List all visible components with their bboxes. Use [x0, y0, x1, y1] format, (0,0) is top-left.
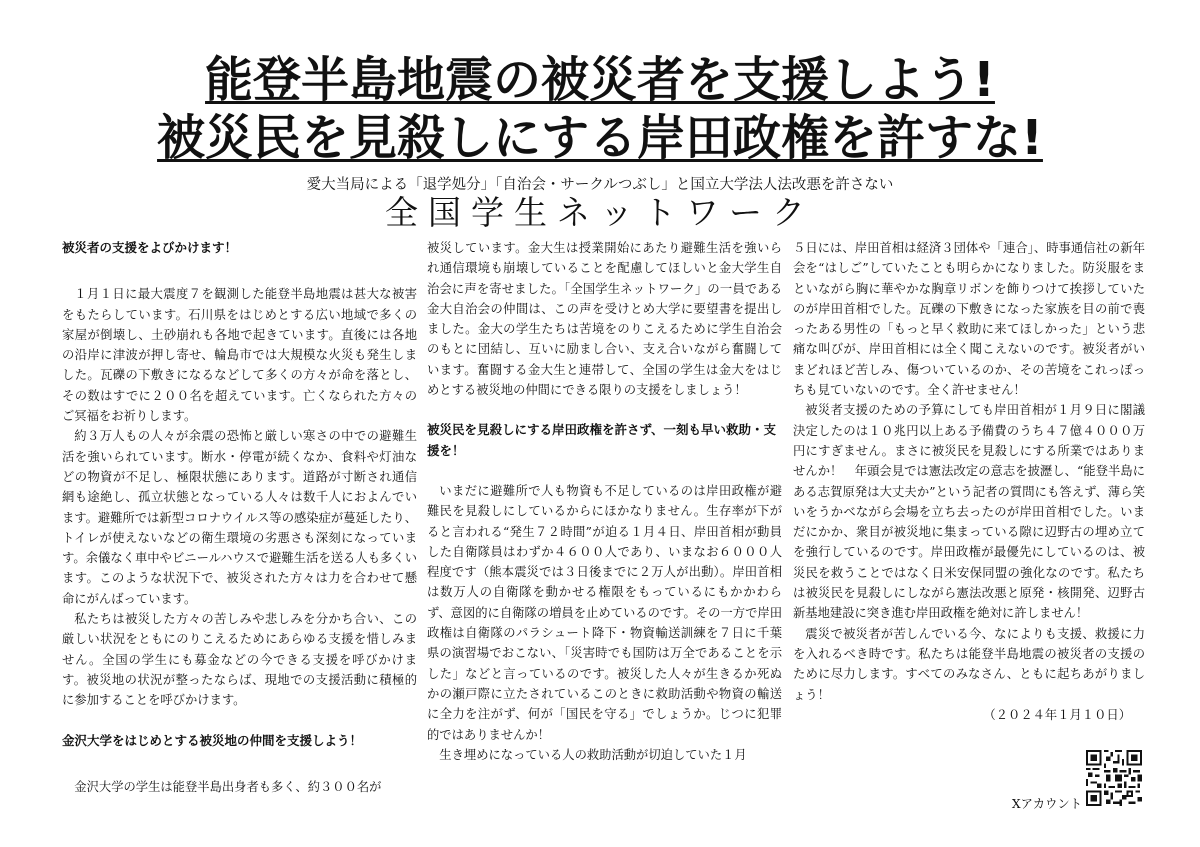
section-heading-kishida: 被災民を見殺しにする岸田政権を許さず、一刻も早い救助・支援を！ — [427, 422, 777, 458]
paragraph: ５日には、岸田首相は経済３団体や「連合」、時事通信社の新年会を“はしご”していたことも明らかになりました。防災服をまといながら胸に華やかな胸章リボンを飾りつけて挨拶していたのが岸田首相でした。瓦礫の下敷きになった家族を目の前で喪ったある男性の「もっと早く救助に来てほしかった」という悲痛な叫びが、岸田首相には全く聞こえないのです。被災者がいまどれほど苦しみ、傷ついているのか、その苦境をこれっぽっちも見ていないのです。全く許せません！ — [793, 241, 1145, 398]
paragraph: 被災者支援のための予算にしても岸田首相が１月９日に閣議決定したのは１０兆円以上ある予備費のうち４７億４０００万円にすぎません。まさに被災民を見殺しにする所業ではありませんか！ 年頭会見では憲法改定の意志を披瀝し、“能登半島にある志賀原発は大丈夫か”という記者の質問にも答えず、薄ら笑いをうかべながら会場を立ち去ったのが岸田首相でした。いまだにかか、衆目が被災地に集まっている隙に辺野古の埋め立てを強行しているのです。岸田政権が最優先にしているのは、被災民を救うことではなく日米安保同盟の強化なのです。私たちは被災民を見殺しにしながら憲法改悪と原発・核開発、辺野古新基地建設に突き進む岸田政権を絶対に許しません！ — [793, 403, 1145, 621]
paragraph: いまだに避難所で人も物資も不足しているのは岸田政権が避難民を見殺しにしているからにほかなりません。生存率が下がると言われる“発生７２時間”が迫る１月４日、岸田首相が動員した自衛隊員はわずか４６００人であり、いまなお６０００人程度です（熊本震災では３日後までに２万人が出動）。岸田首相は数万人の自衛隊を動かせる権限をもっているにもかかわらず、意図的に自衛隊の増員を止めているのです。その一方で岸田政権は自衛隊のパラシュート降下・物資輸送訓練を７日に千葉県の演習場でおこない、「災害時でも国防は万全であることを示した」などと言っているのです。被災した人々が生きるか死ぬかの瀬戸際に立たされているこのときに救助活動や物資の輸送に全力を注がず、何が「国民を守る」でしょうか。じつに犯罪的ではありませんか！ — [427, 483, 782, 742]
headline-line-2: 被災民を見殺しにする岸田政権を許すな! — [157, 110, 1043, 166]
paragraph: 私たちは被災した方々の苦しみや悲しみを分かち合い、この厳しい状況をともにのりこえるためにあらゆる支援を惜しみません。全国の学生にも募金などの今できる支援を呼びかけます。被災地の状況が整ったならば、現地での支援活動に積極的に参加することを呼びかけます。 — [62, 612, 417, 708]
subheading: 愛大当局による「退学処分」「自治会・サークルつぶし」と国立大学法人法改悪を許さない — [306, 177, 894, 193]
section-heading-kanazawa: 金沢大学をはじめとする被災地の仲間を支援しよう！ — [62, 732, 363, 748]
column-1 — [62, 238, 417, 838]
column-3 — [793, 238, 1145, 838]
organization-name: 全国学生ネットワーク — [385, 193, 815, 232]
paragraph: １月１日に最大震度７を観測した能登半島地震は甚大な被害をもたらしています。石川県をはじめとする広い地域で多くの家屋が倒壊し、土砂崩れも各地で起きています。直後には各地の沿岸に津波が押し寄せ、輪島市では大規模な火災も発生しました。瓦礫の下敷きになるなどして多くの方々が命を落とし、その数はすでに２００名を超えています。亡くなられた方々のご冥福をお祈りします。 — [62, 287, 417, 424]
paragraph: 被災しています。金大生は授業開始にあたり避難生活を強いられ通信環境も崩壊していることを配慮してほしいと金大学生自治会に声を寄せました。「全国学生ネットワーク」の一員である金大自治会の仲間は、この声を受けとめ大学に要望書を提出しました。金大の学生たちは苦境をのりこえるために学生自治会のもとに団結し、互いに励まし合い、支え合いながら奮闘しています。奮闘する金大生と連帯して、全国の学生は金大をはじめとする被災地の仲間にできる限りの支援をしましょう！ — [427, 241, 782, 398]
x-account-label: Xアカウント — [1011, 797, 1082, 811]
paragraph: 生き埋めになっている人の救助活動が切迫していた１月 — [439, 747, 747, 762]
qr-code-icon[interactable] — [1086, 750, 1142, 806]
section-heading-support: 被災者の支援をよびかけます！ — [62, 240, 238, 255]
paragraph: 震災で被災者が苦しんでいる今、なによりも支援、救援に力を入れるべき時です。私たちは能登半島地震の被災者の支援のために尽力します。すべてのみなさん、ともに起ちあがりましょう！ — [793, 626, 1145, 702]
paragraph: 金沢大学の学生は能登半島出身者も多く、約３００名が — [74, 779, 382, 794]
date-line: （２０２４年１月１０日） — [983, 707, 1131, 722]
paragraph: 約３万人もの人々が余震の恐怖と厳しい寒さの中での避難生活を強いられています。断水・停電が続くなか、食料や灯油などの物資が不足し、極限状態にあります。道路が寸断され通信網も途絶し、孤立状態となっている人々は数千人におよんでいます。避難所では新型コロナウイルス等の感染症が蔓延したり、トイレが使えないなどの衛生環境の劣悪さも深刻になっています。余儀なく車中やビニールハウスで避難生活を送る人も多くいます。このような状況下で、被災された方々は力を合わせて懸命にがんばっています。 — [62, 429, 417, 606]
headline-line-1: 能登半島地震の被災者を支援しよう! — [205, 52, 995, 108]
column-2 — [427, 238, 782, 838]
